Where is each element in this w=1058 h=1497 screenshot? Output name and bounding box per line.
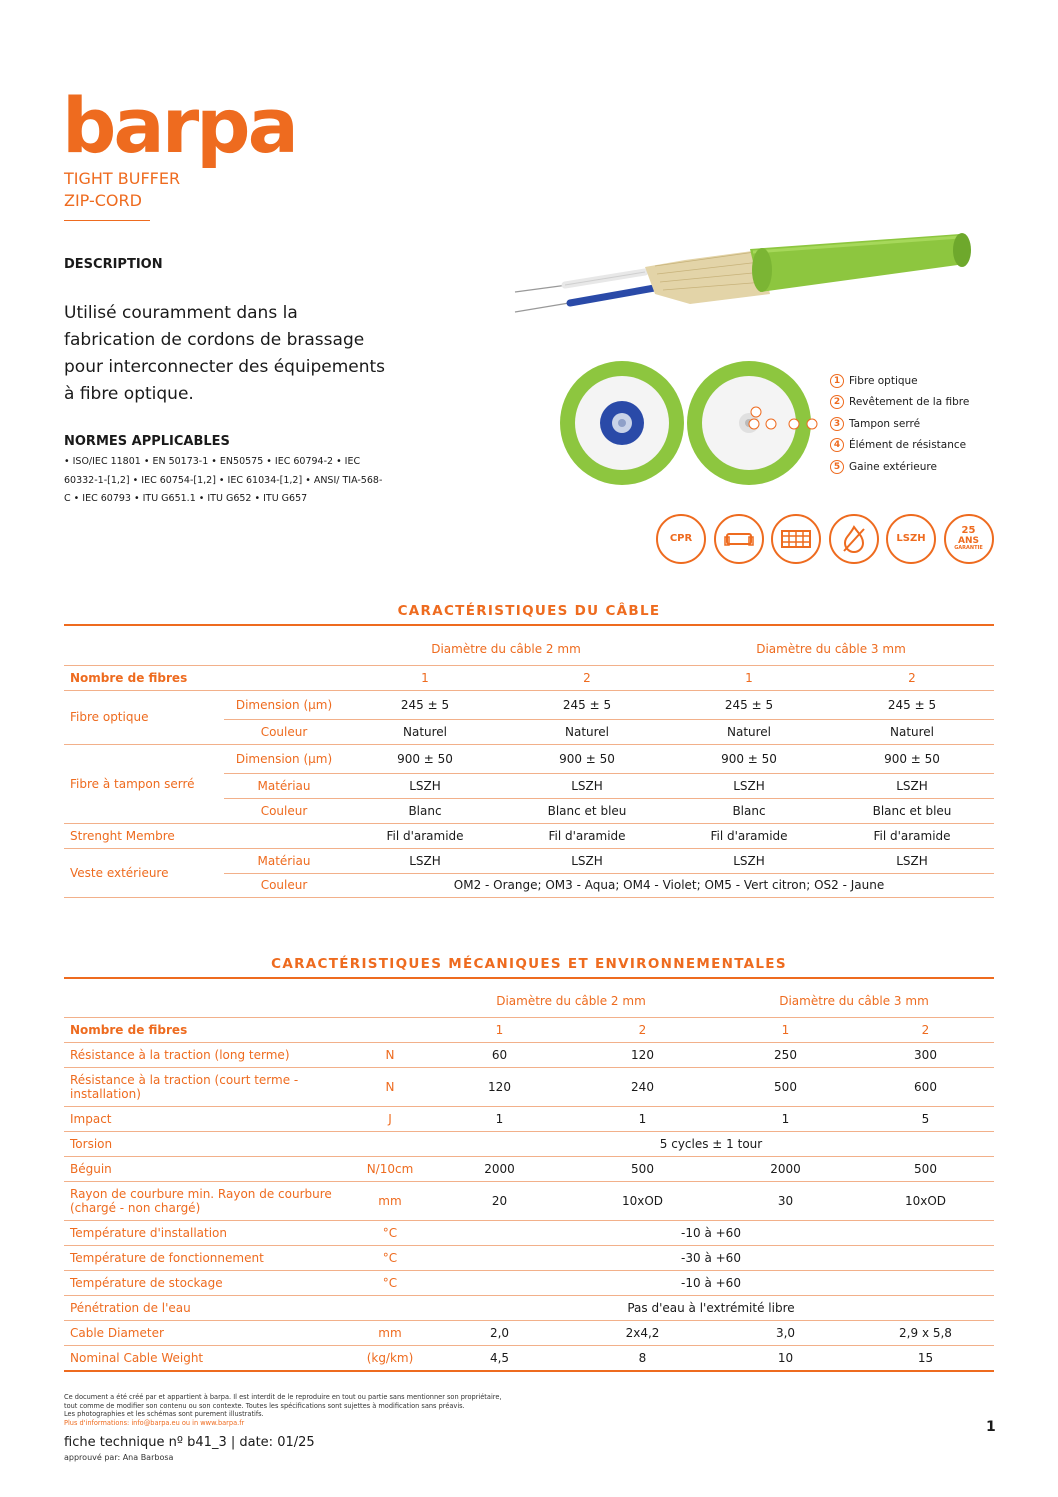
table-cell: 15 bbox=[857, 1345, 994, 1371]
table-cell: -30 à +60 bbox=[428, 1245, 994, 1270]
legend-number: 5 bbox=[830, 460, 844, 474]
table-cell: LSZH bbox=[344, 773, 506, 798]
table-cell: 1 bbox=[668, 665, 830, 690]
page-number: 1 bbox=[986, 1419, 996, 1435]
table-header-row bbox=[64, 985, 994, 1017]
table-cell: 600 bbox=[857, 1067, 994, 1106]
table-cell: 500 bbox=[571, 1156, 714, 1181]
certification-badges bbox=[656, 514, 1001, 564]
table-row bbox=[64, 823, 994, 848]
table-cell: OM2 - Orange; OM3 - Aqua; OM4 - Violet; OM5 - Vert citron; OS2 - Jaune bbox=[344, 873, 994, 897]
unit-cell: N bbox=[352, 1067, 428, 1106]
unit-cell: N/10cm bbox=[352, 1156, 428, 1181]
table-cell: 8 bbox=[571, 1345, 714, 1371]
unit-cell: J bbox=[352, 1106, 428, 1131]
sub-label: Matériau bbox=[224, 773, 344, 798]
cable-section-title: CARACTÉRISTIQUES DU CÂBLE bbox=[397, 603, 661, 619]
description-text: Utilisé couramment dans la fabrication de cordons de brassage pour interconnecter des équipements à fibre optique. bbox=[64, 303, 386, 404]
table-cell: 900 ± 50 bbox=[344, 744, 506, 773]
table-cell: 245 ± 5 bbox=[344, 690, 506, 719]
cable-section-rule bbox=[64, 624, 994, 626]
row-label: Fibre optique bbox=[64, 690, 224, 744]
legend-number: 4 bbox=[830, 438, 844, 452]
table-cell: 300 bbox=[857, 1042, 994, 1067]
row-label: Nombre de fibres bbox=[64, 1017, 352, 1042]
legend-item bbox=[830, 435, 1030, 457]
table-cell: 1 bbox=[571, 1106, 714, 1131]
table-cell: 250 bbox=[714, 1042, 857, 1067]
table-row bbox=[64, 1295, 994, 1320]
unit-cell: °C bbox=[352, 1270, 428, 1295]
sub-label: Couleur bbox=[224, 873, 344, 897]
product-title-line1: TIGHT BUFFER bbox=[64, 169, 181, 188]
row-label: Fibre à tampon serré bbox=[64, 744, 224, 823]
table-cell: 900 ± 50 bbox=[506, 744, 668, 773]
table-cell: 1 bbox=[344, 665, 506, 690]
table-cell: 2 bbox=[830, 665, 994, 690]
table-cell: 10xOD bbox=[571, 1181, 714, 1220]
row-label: Strenght Membre bbox=[64, 823, 344, 848]
table-row bbox=[64, 1220, 994, 1245]
table-cell: Fil d'aramide bbox=[668, 823, 830, 848]
sub-label: Matériau bbox=[224, 848, 344, 873]
table-row bbox=[64, 848, 994, 873]
table-row bbox=[64, 665, 994, 690]
table-cell: Naturel bbox=[668, 719, 830, 744]
diameter-2mm-header: Diamètre du câble 2 mm bbox=[496, 993, 646, 1008]
product-title bbox=[64, 168, 180, 212]
norms-heading: NORMES APPLICABLES bbox=[64, 434, 230, 449]
row-label: Veste extérieure bbox=[64, 848, 224, 897]
table-cell: 500 bbox=[857, 1156, 994, 1181]
row-label: Pénétration de l'eau bbox=[64, 1295, 352, 1320]
legend-label: Revêtement de la fibre bbox=[849, 396, 970, 409]
warranty-sub: GARANTIE bbox=[954, 545, 983, 552]
table-cell: 2,9 x 5,8 bbox=[857, 1320, 994, 1345]
cable-cross-section bbox=[558, 358, 828, 488]
table-cell: 2 bbox=[506, 665, 668, 690]
mech-table bbox=[64, 985, 994, 1372]
table-cell: 2 bbox=[857, 1017, 994, 1042]
table-row bbox=[64, 1106, 994, 1131]
unit-cell: mm bbox=[352, 1320, 428, 1345]
table-cell: Fil d'aramide bbox=[344, 823, 506, 848]
legal-line: Les photographies et les schémas sont purement illustratifs. bbox=[64, 1410, 264, 1419]
table-row bbox=[64, 1017, 994, 1042]
sub-label: Couleur bbox=[224, 798, 344, 823]
table-cell: Blanc bbox=[344, 798, 506, 823]
sheet-reference: fiche technique nº b41_3 | date: 01/25 bbox=[64, 1435, 315, 1450]
legend-number: 2 bbox=[830, 395, 844, 409]
table-cell: LSZH bbox=[506, 773, 668, 798]
sub-label: Dimension (μm) bbox=[224, 744, 344, 773]
table-cell: 10 bbox=[714, 1345, 857, 1371]
legend-label: Élément de résistance bbox=[849, 439, 967, 452]
table-cell: LSZH bbox=[830, 773, 994, 798]
table-cell: Naturel bbox=[830, 719, 994, 744]
sofa-icon bbox=[714, 514, 764, 564]
row-label: Impact bbox=[64, 1106, 352, 1131]
warranty-unit: ANS bbox=[958, 535, 979, 546]
row-label: Béguin bbox=[64, 1156, 352, 1181]
table-cell: -10 à +60 bbox=[428, 1220, 994, 1245]
table-cell: Fil d'aramide bbox=[830, 823, 994, 848]
unit-cell: N bbox=[352, 1042, 428, 1067]
table-row bbox=[64, 1320, 994, 1345]
cpr-badge: CPR bbox=[656, 514, 706, 564]
mech-section-title: CARACTÉRISTIQUES MÉCANIQUES ET ENVIRONNEMENTALES bbox=[271, 956, 787, 972]
warranty-badge bbox=[944, 514, 994, 564]
legend-label: Fibre optique bbox=[849, 374, 918, 387]
table-cell: LSZH bbox=[506, 848, 668, 873]
legend-label: Gaine extérieure bbox=[849, 460, 937, 473]
table-cell: 1 bbox=[428, 1017, 571, 1042]
row-label: Résistance à la traction (long terme) bbox=[64, 1042, 352, 1067]
unit-cell bbox=[352, 1017, 428, 1042]
unit-cell: °C bbox=[352, 1245, 428, 1270]
cable-table bbox=[64, 633, 994, 898]
table-row bbox=[64, 1156, 994, 1181]
table-cell: 2x4,2 bbox=[571, 1320, 714, 1345]
table-cell: 245 ± 5 bbox=[668, 690, 830, 719]
legend-item bbox=[830, 456, 1030, 478]
table-cell: 5 cycles ± 1 tour bbox=[428, 1131, 994, 1156]
sub-label: Couleur bbox=[224, 719, 344, 744]
table-cell: Naturel bbox=[344, 719, 506, 744]
title-divider bbox=[64, 220, 150, 221]
table-cell: 10xOD bbox=[857, 1181, 994, 1220]
table-cell: 240 bbox=[571, 1067, 714, 1106]
table-cell: 30 bbox=[714, 1181, 857, 1220]
mech-section-rule bbox=[64, 977, 994, 979]
unit-cell bbox=[352, 1295, 428, 1320]
table-cell: 4,5 bbox=[428, 1345, 571, 1371]
row-label: Nombre de fibres bbox=[64, 665, 344, 690]
product-title-line2: ZIP-CORD bbox=[64, 191, 142, 210]
cable-product-image bbox=[505, 222, 980, 322]
table-cell: 120 bbox=[571, 1042, 714, 1067]
contact-link[interactable]: Plus d'informations: info@barpa.eu ou in www.barpa.fr bbox=[64, 1418, 245, 1427]
approved-by: approuvé par: Ana Barbosa bbox=[64, 1453, 174, 1462]
description-heading: DESCRIPTION bbox=[64, 257, 163, 272]
table-cell: Blanc bbox=[668, 798, 830, 823]
diameter-3mm-header: Diamètre du câble 3 mm bbox=[779, 993, 929, 1008]
table-cell: 245 ± 5 bbox=[506, 690, 668, 719]
table-row bbox=[64, 690, 994, 719]
legend-number: 3 bbox=[830, 417, 844, 431]
row-label: Cable Diameter bbox=[64, 1320, 352, 1345]
unit-cell: °C bbox=[352, 1220, 428, 1245]
flame-icon bbox=[829, 514, 879, 564]
table-cell: 1 bbox=[714, 1017, 857, 1042]
table-cell: LSZH bbox=[668, 773, 830, 798]
row-label: Nominal Cable Weight bbox=[64, 1345, 352, 1371]
row-label: Résistance à la traction (court terme - installation) bbox=[64, 1067, 352, 1106]
table-row bbox=[64, 1131, 994, 1156]
legal-line: tout comme de modifier son contenu ou son contexte. Toutes les spécifications sont sujettes à modification sans préavis. bbox=[64, 1401, 465, 1410]
legend-item bbox=[830, 413, 1030, 435]
table-cell: 3,0 bbox=[714, 1320, 857, 1345]
table-cell: Blanc et bleu bbox=[506, 798, 668, 823]
table-cell: 20 bbox=[428, 1181, 571, 1220]
table-cell: 900 ± 50 bbox=[830, 744, 994, 773]
row-label: Température de stockage bbox=[64, 1270, 352, 1295]
legal-notice bbox=[64, 1393, 544, 1427]
norms-text: • ISO/IEC 11801 • EN 50173-1 • EN50575 • IEC 60794-2 • IEC 60332-1-[1,2] • IEC 60754-[1,2] • IEC 61034-[1,2] • ANSI/ TIA-568-C • IEC 60793 • ITU G651.1 • ITU G652 • ITU G657 bbox=[64, 456, 383, 504]
table-cell: 120 bbox=[428, 1067, 571, 1106]
table-row bbox=[64, 1245, 994, 1270]
table-cell: 500 bbox=[714, 1067, 857, 1106]
table-cell: 2000 bbox=[714, 1156, 857, 1181]
table-cell: 245 ± 5 bbox=[830, 690, 994, 719]
table-cell: 1 bbox=[428, 1106, 571, 1131]
table-cell: 2,0 bbox=[428, 1320, 571, 1345]
grid-icon bbox=[771, 514, 821, 564]
table-cell: LSZH bbox=[830, 848, 994, 873]
table-row bbox=[64, 1270, 994, 1295]
table-cell: Naturel bbox=[506, 719, 668, 744]
unit-cell bbox=[352, 1131, 428, 1156]
lszh-badge: LSZH bbox=[886, 514, 936, 564]
diameter-3mm-header: Diamètre du câble 3 mm bbox=[756, 641, 906, 656]
warranty-years: 25 bbox=[961, 525, 976, 537]
table-cell: 1 bbox=[714, 1106, 857, 1131]
table-cell: 2000 bbox=[428, 1156, 571, 1181]
unit-cell: (kg/km) bbox=[352, 1345, 428, 1371]
table-cell: 2 bbox=[571, 1017, 714, 1042]
unit-cell: mm bbox=[352, 1181, 428, 1220]
table-cell: 900 ± 50 bbox=[668, 744, 830, 773]
cross-section-legend bbox=[830, 370, 1030, 478]
table-row bbox=[64, 1042, 994, 1067]
row-label: Torsion bbox=[64, 1131, 352, 1156]
diameter-2mm-header: Diamètre du câble 2 mm bbox=[431, 641, 581, 656]
legend-label: Tampon serré bbox=[849, 417, 921, 430]
table-row bbox=[64, 1067, 994, 1106]
table-cell: LSZH bbox=[344, 848, 506, 873]
table-row bbox=[64, 744, 994, 773]
table-cell: -10 à +60 bbox=[428, 1270, 994, 1295]
row-label: Température de fonctionnement bbox=[64, 1245, 352, 1270]
table-cell: Fil d'aramide bbox=[506, 823, 668, 848]
table-cell: Blanc et bleu bbox=[830, 798, 994, 823]
row-label: Température d'installation bbox=[64, 1220, 352, 1245]
sub-label: Dimension (μm) bbox=[224, 690, 344, 719]
table-cell: 5 bbox=[857, 1106, 994, 1131]
table-row bbox=[64, 1181, 994, 1220]
legend-number: 1 bbox=[830, 374, 844, 388]
legend-item bbox=[830, 392, 1030, 414]
table-row bbox=[64, 1345, 994, 1371]
legal-line: Ce document a été créé par et appartient à barpa. Il est interdit de le reproduire en tout ou partie sans mentionner son propriétaire, bbox=[64, 1393, 502, 1401]
legend-item bbox=[830, 370, 1030, 392]
table-cell: LSZH bbox=[668, 848, 830, 873]
barpa-logo: barpa bbox=[62, 81, 296, 170]
table-header-row bbox=[64, 633, 994, 665]
row-label: Rayon de courbure min. Rayon de courbure (chargé - non chargé) bbox=[64, 1181, 352, 1220]
table-cell: 60 bbox=[428, 1042, 571, 1067]
table-cell: Pas d'eau à l'extrémité libre bbox=[428, 1295, 994, 1320]
